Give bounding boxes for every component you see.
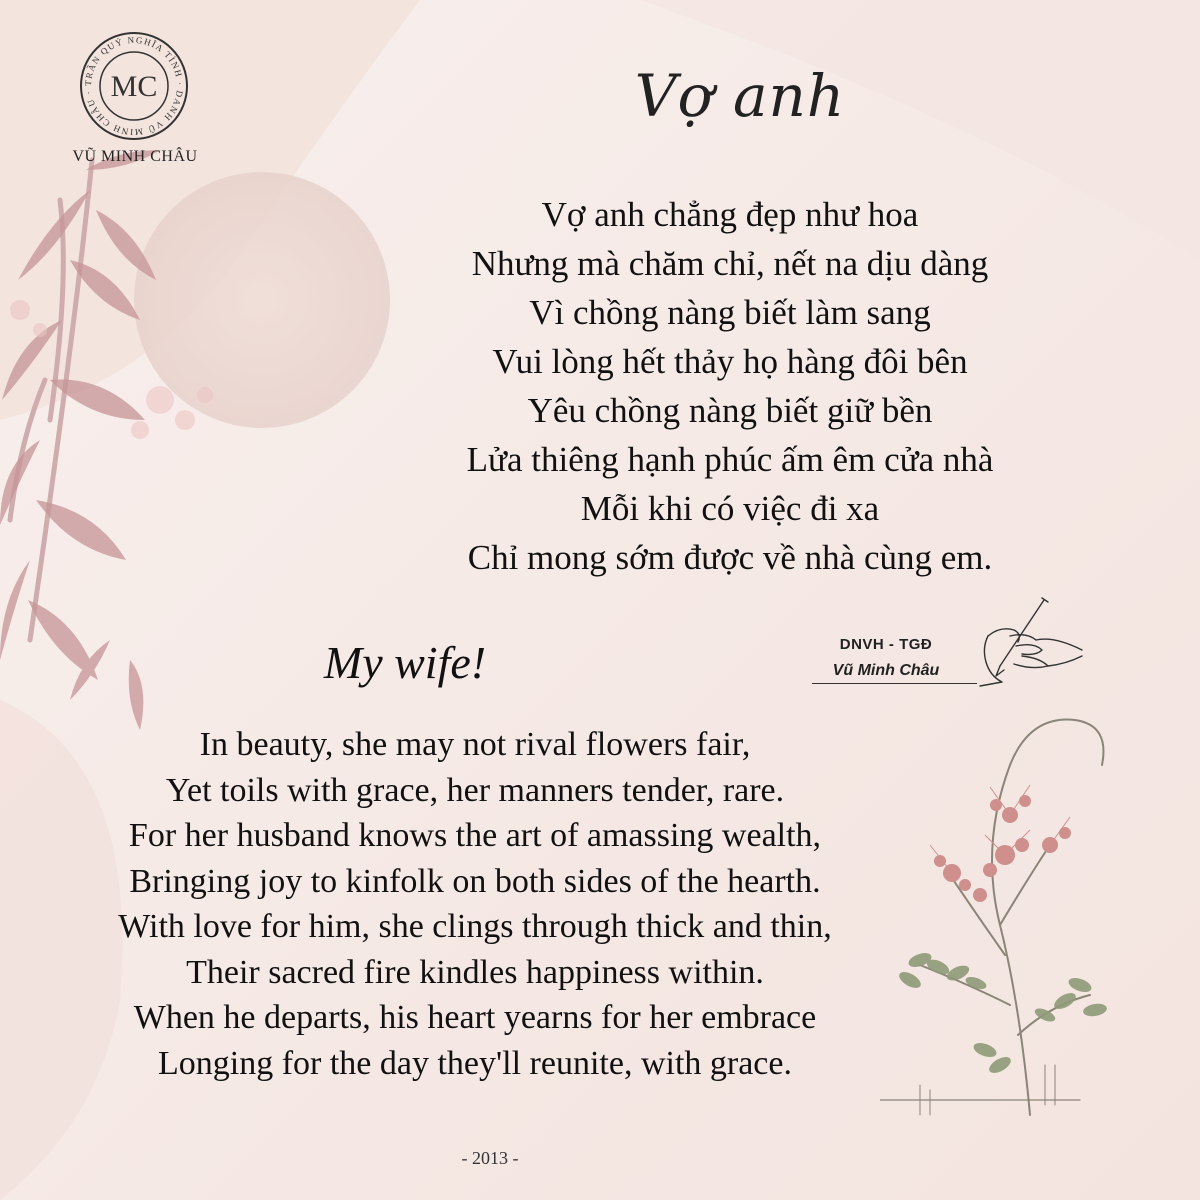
writing-hand-icon [970, 596, 1085, 691]
poem-line: Yêu chồng nàng biết giữ bền [527, 391, 933, 430]
vietnamese-poem [330, 190, 1130, 582]
poem-line: When he departs, his heart yearns for her embrace [133, 999, 817, 1036]
poem-line: Vợ anh chẳng đẹp như hoa [541, 195, 919, 234]
svg-text:TRẦN QUÝ NGHĨA TÌNH · DANH VŨ: TRẦN QUÝ NGHĨA TÌNH · DANH VŨ MINH CHÂU · [82, 34, 186, 138]
poem-line: Yet toils with grace, her manners tender, rare. [165, 771, 785, 809]
poem-line: Their sacred fire kindles happiness within. [186, 953, 764, 991]
flower-illustration [880, 705, 1120, 1125]
brand-seal-logo [78, 30, 190, 142]
english-poem-title: My wife! [323, 637, 487, 688]
poem-line: Vì chồng nàng biết làm sang [529, 293, 931, 332]
poem-year: - 2013 - [461, 1148, 519, 1168]
vietnamese-poem-title: Vợ anh [634, 62, 846, 130]
poem-line: Bringing joy to kinfolk on both sides of the hearth. [129, 862, 821, 900]
signature-name: Vũ Minh Châu [832, 662, 940, 679]
brand-name: VŨ MINH CHÂU [72, 148, 198, 165]
poem-line: Chỉ mong sớm được về nhà cùng em. [467, 538, 993, 577]
poem-line: Mỗi khi có việc đi xa [580, 489, 880, 528]
poem-line: For her husband knows the art of amassing wealth, [128, 817, 822, 854]
poem-line: With love for him, she clings through thick and thin, [118, 908, 832, 945]
poem-line: In beauty, she may not rival flowers fair, [199, 726, 751, 763]
signature-role: DNVH - TGĐ [839, 636, 933, 653]
poem-line: Nhưng mà chăm chỉ, nết na dịu dàng [471, 244, 989, 283]
signature-underline [812, 683, 977, 684]
poem-line: Vui lòng hết thảy họ hàng đôi bên [492, 342, 968, 381]
poem-line: Longing for the day they'll reunite, with grace. [158, 1044, 792, 1082]
poem-line: Lửa thiêng hạnh phúc ấm êm cửa nhà [466, 440, 994, 479]
english-poem [30, 722, 920, 1086]
svg-text:MC: MC [110, 70, 158, 103]
